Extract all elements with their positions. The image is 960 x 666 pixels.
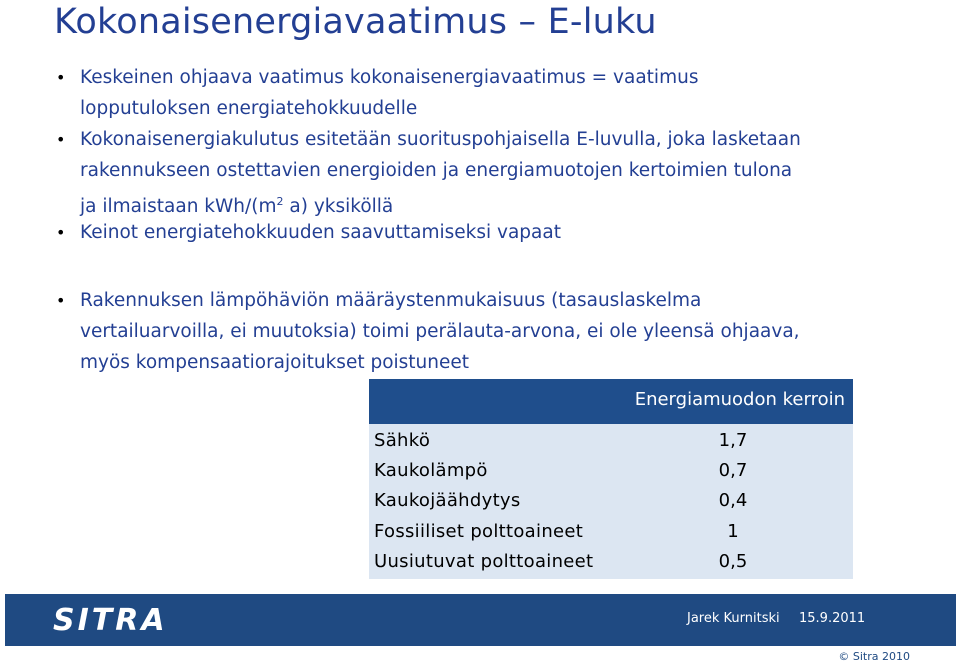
bullet-line: lopputuloksen energiatehokkuudelle (80, 98, 418, 119)
bullet-line: Keinot energiatehokkuuden saavuttamiseksi vapaat (80, 222, 561, 243)
bullet-line: myös kompensaatiorajoitukset poistuneet (80, 352, 470, 373)
table-row (369, 457, 853, 487)
energy-type: Uusiutuvat polttoaineet (374, 551, 594, 572)
table-header-label: Energiamuodon kerroin (634, 389, 845, 410)
table-row (369, 548, 853, 578)
bullet-line: Rakennuksen lämpöhäviön määräystenmukaisuus (tasauslaskelma (80, 290, 702, 311)
energy-factor: 1 (727, 521, 739, 542)
energy-type: Kaukolämpö (374, 460, 488, 481)
energy-factor: 0,4 (718, 490, 748, 511)
footer-author: Jarek Kurnitski (687, 611, 780, 626)
footer-bar (5, 594, 956, 646)
footer-date: 15.9.2011 (799, 611, 866, 626)
bullet-item (56, 285, 800, 378)
slide-title: Kokonaisenergiavaatimus – E-luku (54, 2, 657, 42)
bullet-dot-icon: • (56, 130, 66, 149)
bullet-item (56, 62, 698, 124)
table-row (369, 427, 853, 457)
copyright-notice: © Sitra 2010 (838, 650, 910, 663)
table-header (369, 379, 853, 424)
bullet-dot-icon: • (56, 68, 66, 87)
energy-factor: 1,7 (718, 430, 748, 451)
sitra-logo: SITRA (53, 603, 168, 638)
unit-text: ja ilmaistaan kWh/(m (80, 196, 277, 217)
bullet-item (56, 217, 561, 248)
energy-factor: 0,7 (718, 460, 748, 481)
bullet-dot-icon: • (56, 223, 66, 242)
energy-factor-table (369, 379, 853, 579)
table-row (369, 518, 853, 548)
energy-type: Sähkö (374, 430, 431, 451)
bullet-line: Kokonaisenergiakulutus esitetään suorituspohjaisella E-luvulla, joka lasketaan (80, 129, 801, 150)
unit-text-end: a) yksiköllä (283, 196, 394, 217)
energy-type: Fossiiliset polttoaineet (374, 521, 584, 542)
bullet-line: rakennukseen ostettavien energioiden ja energiamuotojen kertoimien tulona (80, 160, 793, 181)
energy-factor: 0,5 (718, 551, 748, 572)
bullet-dot-icon: • (56, 291, 66, 310)
table-row (369, 487, 853, 517)
unit-superscript: 2 (276, 195, 284, 208)
bullet-item (56, 124, 801, 222)
bullet-line: vertailuarvoilla, ei muutoksia) toimi perälauta-arvona, ei ole yleensä ohjaava, (80, 321, 800, 342)
energy-type: Kaukojäähdytys (374, 490, 521, 511)
bullet-line: Keskeinen ohjaava vaatimus kokonaisenergiavaatimus = vaatimus (80, 67, 699, 88)
